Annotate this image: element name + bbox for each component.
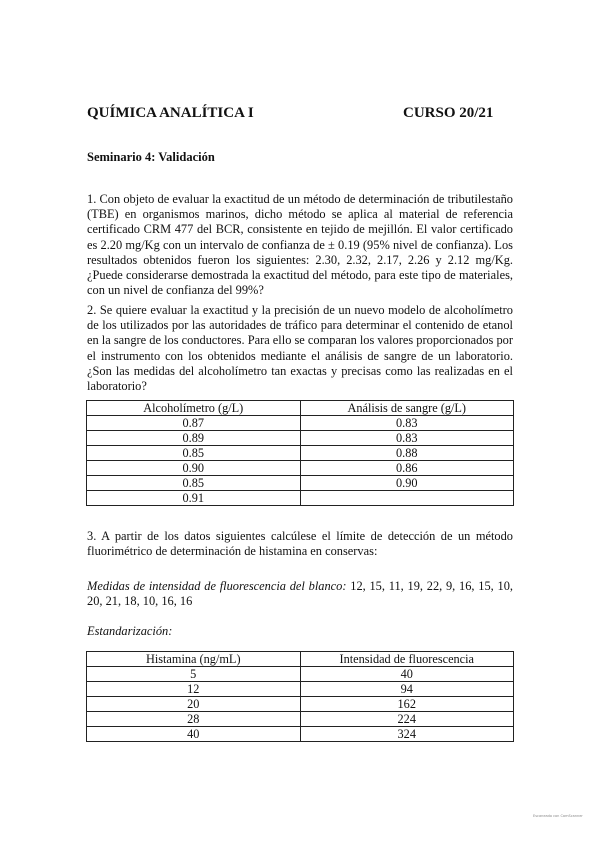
table-cell: 40 xyxy=(87,727,301,742)
table-cell: 5 xyxy=(87,667,301,682)
column-header: Análisis de sangre (g/L) xyxy=(300,401,514,416)
table-cell: 0.85 xyxy=(87,476,301,491)
table-row xyxy=(87,476,514,491)
blank-measures xyxy=(87,579,513,609)
breathalyzer-table xyxy=(86,400,514,506)
table-row xyxy=(87,712,514,727)
blank-measures-label: Medidas de intensidad de fluorescencia del blanco: xyxy=(87,579,347,593)
table-cell: 94 xyxy=(300,682,514,697)
table-cell: 0.83 xyxy=(300,431,514,446)
table-cell: 28 xyxy=(87,712,301,727)
table-row xyxy=(87,446,514,461)
table-cell: 20 xyxy=(87,697,301,712)
table-row xyxy=(87,416,514,431)
table-cell: 0.87 xyxy=(87,416,301,431)
table-cell: 0.88 xyxy=(300,446,514,461)
column-header: Alcoholímetro (g/L) xyxy=(87,401,301,416)
table-row xyxy=(87,491,514,506)
problem-3-text: 3. A partir de los datos siguientes calcúlese el límite de detección de un método fluorimétrico de determinación de histamina en conservas: xyxy=(87,529,513,559)
table-row xyxy=(87,461,514,476)
table-cell: 324 xyxy=(300,727,514,742)
table-cell: 40 xyxy=(300,667,514,682)
column-header: Intensidad de fluorescencia xyxy=(300,652,514,667)
blank-measures-values: 12, 15, 11, 19, 22, 9, 16, 15, 10, 20, 21, 18, 10, 16, 16 xyxy=(87,579,513,609)
table-cell: 0.86 xyxy=(300,461,514,476)
subject-title: QUÍMICA ANALÍTICA I xyxy=(87,105,254,121)
table-header-row xyxy=(87,652,514,667)
table-cell: 0.90 xyxy=(300,476,514,491)
table-cell: 0.91 xyxy=(87,491,301,506)
table-cell: 162 xyxy=(300,697,514,712)
table-cell: 224 xyxy=(300,712,514,727)
table-row xyxy=(87,697,514,712)
standardization-label: Estandarización: xyxy=(87,624,173,638)
table-cell: 12 xyxy=(87,682,301,697)
column-header: Histamina (ng/mL) xyxy=(87,652,301,667)
table-cell: 0.85 xyxy=(87,446,301,461)
seminar-title: Seminario 4: Validación xyxy=(87,150,215,164)
problem-2-text: 2. Se quiere evaluar la exactitud y la precisión de un nuevo modelo de alcoholímetro de los utilizados por las autoridades de tráfico para determinar el contenido de etanol en la sangre de los conductores. Para ello se comparan los valores proporcionados por el instrumento con los obtenidos mediante el análisis de sangre de un laboratorio. ¿Son las medidas del alcoholímetro tan exactas y precisas como las realizadas en el laboratorio? xyxy=(87,303,513,394)
table-row xyxy=(87,431,514,446)
table-cell: 0.89 xyxy=(87,431,301,446)
table-header-row xyxy=(87,401,514,416)
table-row xyxy=(87,682,514,697)
course-label: CURSO 20/21 xyxy=(403,105,494,121)
table-cell: 0.90 xyxy=(87,461,301,476)
table-row xyxy=(87,727,514,742)
table-cell xyxy=(300,491,514,506)
table-row xyxy=(87,667,514,682)
table-cell: 0.83 xyxy=(300,416,514,431)
histamine-table xyxy=(86,651,514,742)
scanner-watermark: Escaneado con CamScanner xyxy=(533,814,583,818)
problem-1-text: 1. Con objeto de evaluar la exactitud de un método de determinación de tributilestaño (TBE) en organismos marinos, dicho método se aplica al material de referencia certificado CRM 477 del BCR, consistente en tejido de mejillón. El valor certificado es 2.20 mg/Kg con un intervalo de confianza de ± 0.19 (95% nivel de confianza). Los resultados obtenidos fueron los siguientes: 2.30, 2.32, 2.17, 2.26 y 2.12 mg/Kg. ¿Puede considerarse demostrada la exactitud del método, para este tipo de materiales, con un nivel de confianza del 99%? xyxy=(87,192,513,298)
